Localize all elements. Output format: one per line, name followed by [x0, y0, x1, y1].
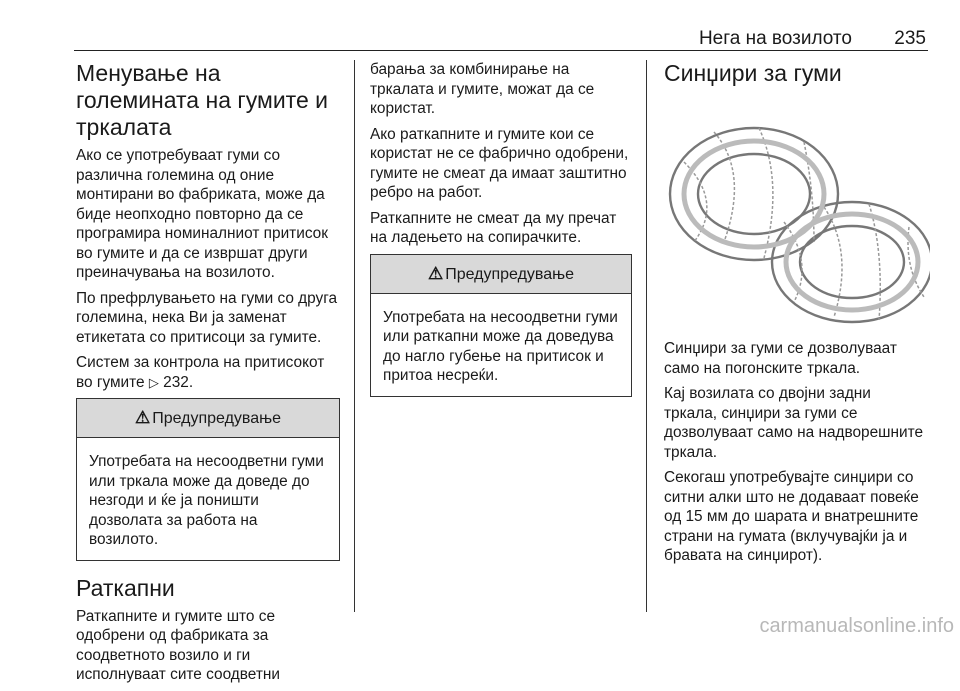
column-3 — [664, 60, 928, 572]
warning-body: Употребата на несоодветни гуми или тркала може да доведе до незгоди и ќе ја поништи дозволата за работа на возилото. — [89, 453, 324, 548]
column-divider-2 — [646, 60, 647, 612]
paragraph: Раткапните не смеат да му пречат на ладењето на сопирачките. — [370, 209, 617, 246]
warning-box — [76, 398, 340, 561]
warning-header — [371, 255, 631, 294]
warning-title: Предупредување — [445, 265, 575, 283]
page-reference-arrow-icon: ▷ — [148, 374, 159, 390]
column-divider-1 — [354, 60, 355, 612]
page-reference-link[interactable]: 232. — [163, 373, 194, 391]
paragraph: барања за комбинирање на тркалата и гумите, можат да се користат. — [370, 61, 595, 117]
heading-tire-size-change: Менување на големината на гумите и тркалата — [76, 60, 328, 140]
warning-triangle-icon: ⚠ — [134, 408, 151, 427]
paragraph: По префрлувањето на гуми со друга големина, нека Ви ја заменат етикетата со притисоци за гумите. — [76, 289, 338, 346]
page-header — [74, 26, 928, 51]
warning-header — [77, 399, 339, 438]
heading-snow-chains: Синџири за гуми — [664, 60, 842, 86]
snow-chains-illustration — [664, 92, 930, 324]
watermark: carmanualsonline.info — [759, 615, 954, 637]
paragraph: Секогаш употребувајте синџири со ситни алки што не додаваат повеќе од 15 мм до шарата и внатрешните страни на гумата (вклучувајќи ја и бравата на синџирот). — [664, 469, 919, 564]
warning-triangle-icon: ⚠ — [427, 263, 444, 283]
paragraph: Кај возилата со двојни задни тркала, синџири за гуми се дозволуваат само на надворешните тркала. — [664, 385, 924, 461]
section-title: Нега на возилото — [698, 28, 852, 49]
column-2 — [370, 60, 632, 411]
warning-box — [370, 254, 632, 397]
paragraph: Ако раткапните и гумите кои се користат не се фабрично одобрени, гумите не смеат да имаат заштитно ребро на работ. — [370, 125, 629, 201]
paragraph: Раткапните и гумите што се одобрени од фабриката за соодветното возило и ги исполнуваат сите соодветни — [76, 607, 280, 683]
column-1 — [76, 60, 340, 691]
page-number: 235 — [894, 28, 926, 49]
heading-wheel-covers: Раткапни — [76, 574, 175, 601]
paragraph: Ако се употребуваат гуми со различна големина од оние монтирани во фабриката, може да биде неопходно повторно да се програмира номиналниот притисок во гумите и да се извршат други преиначувања на возилото. — [76, 147, 328, 281]
paragraph-tpms-reference — [76, 353, 340, 392]
warning-body: Употребата на несоодветни гуми или раткапни може да доведува до нагло губење на притисок и притоа несреќи. — [383, 308, 618, 384]
warning-title: Предупредување — [152, 410, 282, 427]
paragraph-text: Систем за контрола на притисокот во гумите — [76, 354, 325, 391]
paragraph: Синџири за гуми се дозволуваат само на погонските тркала. — [664, 340, 897, 377]
